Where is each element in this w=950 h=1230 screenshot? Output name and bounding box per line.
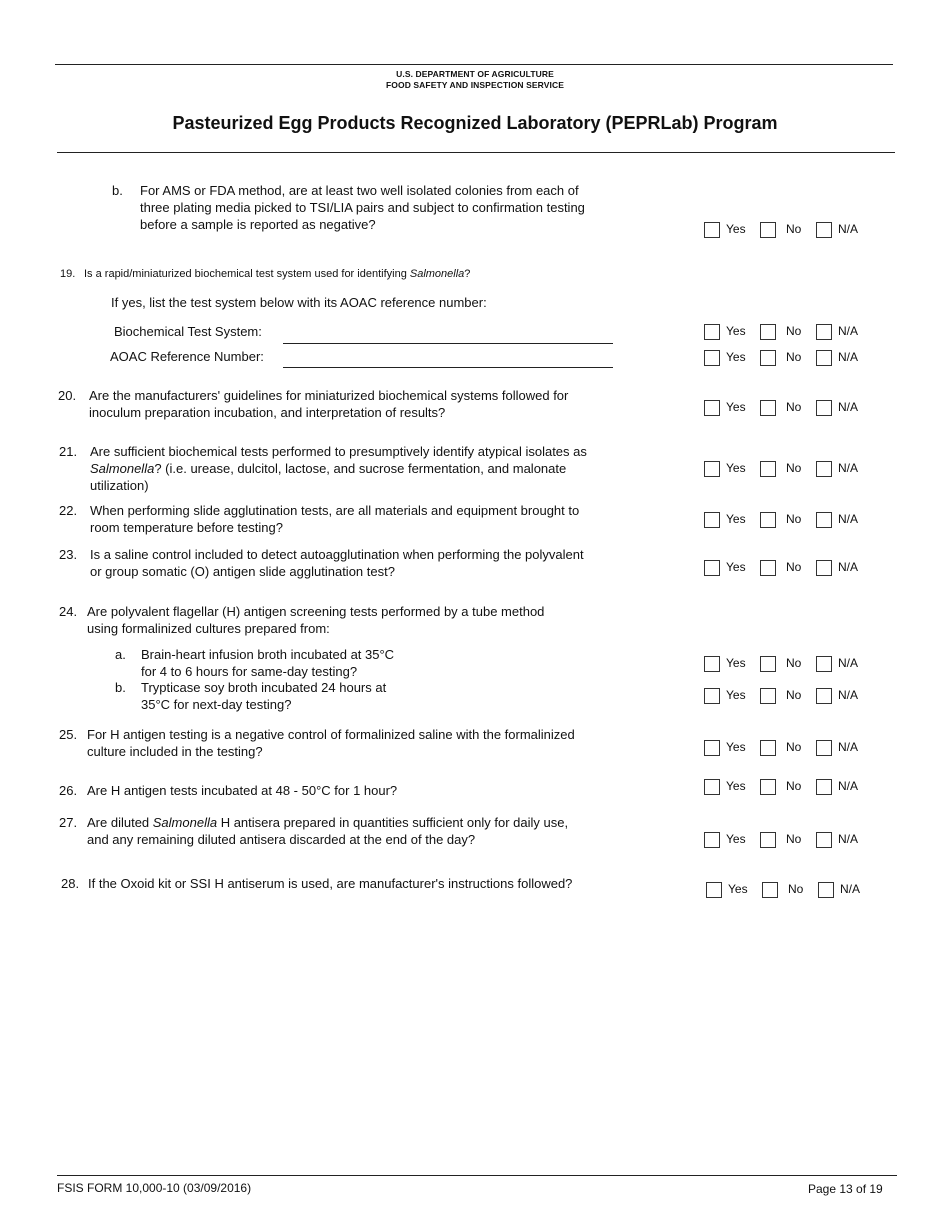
checkbox-na[interactable] bbox=[818, 882, 834, 898]
checkbox-yes[interactable] bbox=[704, 560, 720, 576]
question-text: Are diluted bbox=[87, 815, 153, 830]
question-19-subtext: If yes, list the test system below with its AOAC reference number: bbox=[111, 295, 487, 310]
checkbox-na[interactable] bbox=[816, 740, 832, 756]
option-label-na: N/A bbox=[838, 512, 859, 526]
option-label-na: N/A bbox=[838, 832, 859, 846]
question-text: Is a saline control included to detect autoagglutination when performing the polyvalent bbox=[90, 547, 584, 562]
checkbox-no[interactable] bbox=[760, 350, 776, 366]
option-label-na: N/A bbox=[838, 222, 859, 236]
question-text: room temperature before testing? bbox=[90, 519, 283, 535]
question-text: ? (i.e. urease, dulcitol, lactose, and sucrose fermentation, and malonate bbox=[154, 460, 567, 476]
question-text: Are polyvalent flagellar (H) antigen screening tests performed by a tube method bbox=[87, 604, 545, 619]
question-text: for 4 to 6 hours for same-day testing? bbox=[141, 663, 358, 679]
option-label-no: No bbox=[786, 832, 802, 846]
option-label-na: N/A bbox=[838, 688, 859, 702]
question-number: 21. bbox=[59, 444, 78, 459]
checkbox-no[interactable] bbox=[760, 461, 776, 477]
question-text: inoculum preparation incubation, and interpretation of results? bbox=[89, 404, 446, 420]
question-number: 19. bbox=[60, 268, 76, 280]
question-number: 22. bbox=[59, 503, 78, 518]
option-label-yes: Yes bbox=[726, 688, 746, 702]
option-label-na: N/A bbox=[840, 882, 861, 896]
question-text: Are the manufacturers' guidelines for miniaturized biochemical systems followed for bbox=[89, 388, 569, 403]
checkbox-yes[interactable] bbox=[704, 324, 720, 340]
question-text: For AMS or FDA method, are at least two well isolated colonies from each of bbox=[140, 183, 579, 198]
question-text: Are sufficient biochemical tests performed to presumptively identify atypical isolates as bbox=[90, 444, 587, 459]
option-label-yes: Yes bbox=[726, 740, 746, 754]
question-text: three plating media picked to TSI/LIA pairs and subject to confirmation testing bbox=[140, 199, 585, 215]
biochemical-test-system-field[interactable] bbox=[283, 343, 613, 344]
question-text: Brain-heart infusion broth incubated at 35°C bbox=[141, 647, 395, 662]
question-text: Are H antigen tests incubated at 48 - 50°C for 1 hour? bbox=[87, 783, 398, 798]
question-text: When performing slide agglutination tests, are all materials and equipment brought to bbox=[90, 503, 580, 518]
checkbox-yes[interactable] bbox=[706, 882, 722, 898]
option-label-yes: Yes bbox=[726, 350, 746, 364]
option-label-yes: Yes bbox=[726, 461, 746, 475]
footer-rule bbox=[57, 1175, 897, 1176]
checkbox-yes[interactable] bbox=[704, 656, 720, 672]
page-title: Pasteurized Egg Products Recognized Laboratory (PEPRLab) Program bbox=[172, 113, 778, 133]
option-label-na: N/A bbox=[838, 350, 859, 364]
question-number: b. bbox=[112, 183, 123, 198]
checkbox-no[interactable] bbox=[760, 688, 776, 704]
checkbox-no[interactable] bbox=[762, 882, 778, 898]
checkbox-yes[interactable] bbox=[704, 222, 720, 238]
question-text: using formalinized cultures prepared from: bbox=[87, 620, 330, 636]
checkbox-yes[interactable] bbox=[704, 688, 720, 704]
checkbox-yes[interactable] bbox=[704, 461, 720, 477]
question-number: 23. bbox=[59, 547, 78, 562]
checkbox-na[interactable] bbox=[816, 350, 832, 366]
salmonella-italic: Salmonella bbox=[152, 815, 218, 830]
question-number: a. bbox=[115, 647, 126, 662]
option-label-na: N/A bbox=[838, 656, 859, 670]
salmonella-italic: Salmonella bbox=[409, 268, 465, 280]
option-label-na: N/A bbox=[838, 461, 859, 475]
checkbox-na[interactable] bbox=[816, 222, 832, 238]
top-rule bbox=[55, 64, 893, 65]
biochemical-test-system-label: Biochemical Test System: bbox=[114, 324, 262, 339]
agency-line-2: FOOD SAFETY AND INSPECTION SERVICE bbox=[386, 80, 564, 90]
option-label-yes: Yes bbox=[728, 882, 748, 896]
checkbox-yes[interactable] bbox=[704, 740, 720, 756]
question-text: utilization) bbox=[90, 477, 149, 493]
question-number: 24. bbox=[59, 604, 78, 619]
option-label-no: No bbox=[786, 560, 802, 574]
option-label-yes: Yes bbox=[726, 512, 746, 526]
option-label-yes: Yes bbox=[726, 222, 746, 236]
page-number: Page 13 of 19 bbox=[808, 1182, 883, 1196]
checkbox-no[interactable] bbox=[760, 656, 776, 672]
option-label-na: N/A bbox=[838, 324, 859, 338]
aoac-reference-number-label: AOAC Reference Number: bbox=[110, 349, 264, 364]
checkbox-yes[interactable] bbox=[704, 400, 720, 416]
question-number: 28. bbox=[61, 876, 80, 891]
checkbox-na[interactable] bbox=[816, 324, 832, 340]
option-label-no: No bbox=[786, 688, 802, 702]
checkbox-yes[interactable] bbox=[704, 832, 720, 848]
option-label-yes: Yes bbox=[726, 560, 746, 574]
question-text: For H antigen testing is a negative control of formalinized saline with the formalinized bbox=[87, 727, 575, 742]
question-text: before a sample is reported as negative? bbox=[140, 216, 376, 232]
checkbox-na[interactable] bbox=[816, 656, 832, 672]
checkbox-na[interactable] bbox=[816, 832, 832, 848]
question-text: Is a rapid/miniaturized biochemical test system used for identifying bbox=[84, 268, 410, 280]
question-text: and any remaining diluted antisera discarded at the end of the day? bbox=[87, 831, 476, 847]
question-number: b. bbox=[115, 680, 126, 695]
option-label-na: N/A bbox=[838, 740, 859, 754]
question-number: 27. bbox=[59, 815, 78, 830]
checkbox-no[interactable] bbox=[760, 400, 776, 416]
option-label-yes: Yes bbox=[726, 832, 746, 846]
option-label-yes: Yes bbox=[726, 400, 746, 414]
header-rule bbox=[57, 152, 895, 153]
option-label-na: N/A bbox=[838, 560, 859, 574]
checkbox-yes[interactable] bbox=[704, 350, 720, 366]
checkbox-no[interactable] bbox=[760, 324, 776, 340]
checkbox-na[interactable] bbox=[816, 688, 832, 704]
checkbox-na[interactable] bbox=[816, 461, 832, 477]
question-text: H antisera prepared in quantities sufficient only for daily use, bbox=[217, 815, 569, 830]
question-text: culture included in the testing? bbox=[87, 743, 263, 759]
checkbox-no[interactable] bbox=[760, 222, 776, 238]
question-number: 25. bbox=[59, 727, 78, 742]
checkbox-no[interactable] bbox=[760, 560, 776, 576]
option-label-yes: Yes bbox=[726, 779, 746, 793]
checkbox-no[interactable] bbox=[760, 512, 776, 528]
option-label-no: No bbox=[786, 779, 802, 793]
option-label-no: No bbox=[786, 656, 802, 670]
question-text: ? bbox=[464, 268, 471, 280]
option-label-no: No bbox=[786, 400, 802, 414]
option-label-no: No bbox=[786, 324, 802, 338]
question-text: Trypticase soy broth incubated 24 hours at bbox=[141, 680, 387, 695]
question-text: If the Oxoid kit or SSI H antiserum is used, are manufacturer's instructions followed? bbox=[88, 876, 573, 891]
question-number: 20. bbox=[58, 388, 77, 403]
checkbox-na[interactable] bbox=[816, 512, 832, 528]
aoac-reference-number-field[interactable] bbox=[283, 367, 613, 368]
checkbox-na[interactable] bbox=[816, 400, 832, 416]
checkbox-no[interactable] bbox=[760, 779, 776, 795]
checkbox-no[interactable] bbox=[760, 740, 776, 756]
question-text: 35°C for next-day testing? bbox=[141, 696, 292, 712]
option-label-no: No bbox=[786, 461, 802, 475]
checkbox-na[interactable] bbox=[816, 560, 832, 576]
option-label-na: N/A bbox=[838, 400, 859, 414]
checkbox-yes[interactable] bbox=[704, 512, 720, 528]
option-label-no: No bbox=[786, 222, 802, 236]
option-label-na: N/A bbox=[838, 779, 859, 793]
option-label-no: No bbox=[786, 350, 802, 364]
checkbox-na[interactable] bbox=[816, 779, 832, 795]
agency-line-1: U.S. DEPARTMENT OF AGRICULTURE bbox=[396, 69, 554, 79]
option-label-no: No bbox=[786, 740, 802, 754]
question-number: 26. bbox=[59, 783, 78, 798]
salmonella-italic: Salmonella bbox=[90, 460, 155, 476]
option-label-no: No bbox=[788, 882, 804, 896]
option-label-yes: Yes bbox=[726, 324, 746, 338]
option-label-yes: Yes bbox=[726, 656, 746, 670]
checkbox-yes[interactable] bbox=[704, 779, 720, 795]
option-label-no: No bbox=[786, 512, 802, 526]
checkbox-no[interactable] bbox=[760, 832, 776, 848]
question-text: or group somatic (O) antigen slide agglutination test? bbox=[90, 563, 395, 579]
form-number: FSIS FORM 10,000-10 (03/09/2016) bbox=[57, 1181, 252, 1195]
